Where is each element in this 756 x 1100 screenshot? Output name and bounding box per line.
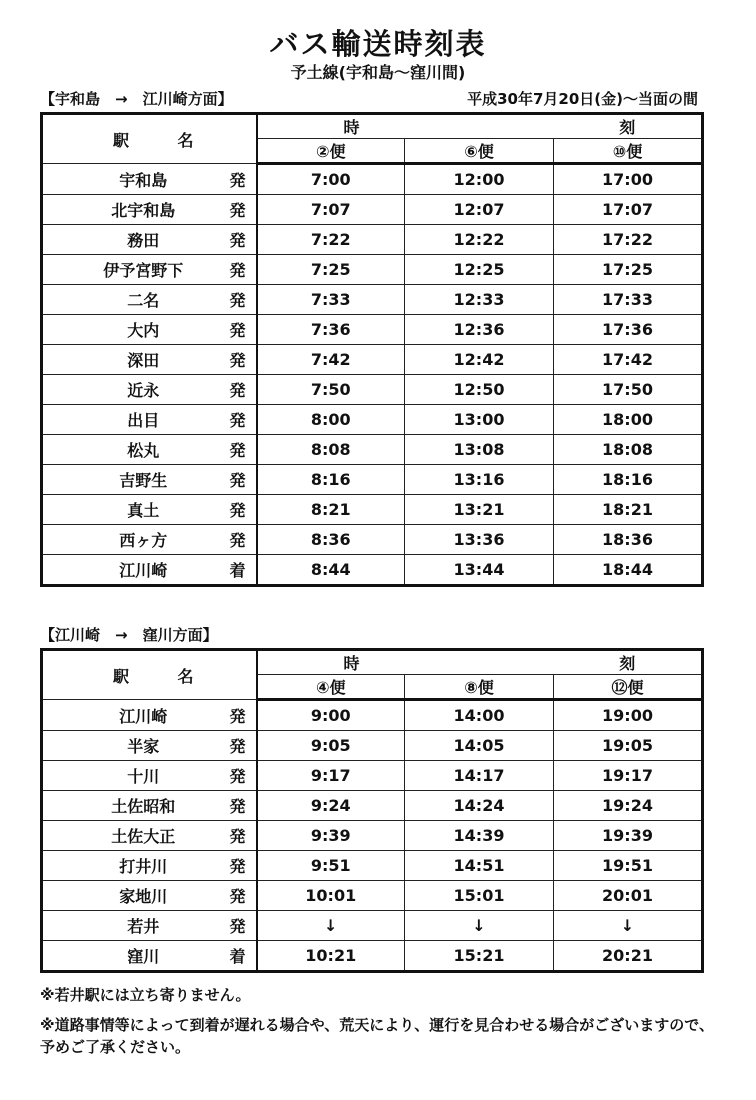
time-cell: 9:00 <box>257 700 405 731</box>
station-name: 真土 <box>127 501 160 520</box>
time-cell: 10:21 <box>257 941 405 972</box>
service-header: ⑫便 <box>554 675 703 700</box>
table-row <box>42 225 703 255</box>
time-cell: 8:08 <box>257 435 405 465</box>
time-cell: 13:00 <box>405 405 554 435</box>
table-row <box>42 315 703 345</box>
station-name: 打井川 <box>119 857 168 876</box>
time-cell: 15:01 <box>405 881 554 911</box>
time-cell: 14:24 <box>405 791 554 821</box>
time-cell: 18:36 <box>554 525 703 555</box>
station-cell <box>42 911 257 941</box>
arrival-departure-marker: 発 <box>229 471 246 490</box>
time-cell: 12:42 <box>405 345 554 375</box>
time-cell: 9:17 <box>257 761 405 791</box>
time-cell: 17:33 <box>554 285 703 315</box>
time-cell: 7:50 <box>257 375 405 405</box>
arrival-departure-marker: 発 <box>229 706 246 726</box>
table-row <box>42 495 703 525</box>
time-cell: 13:21 <box>405 495 554 525</box>
arrival-departure-marker: 発 <box>229 737 246 756</box>
time-cell: 19:51 <box>554 851 703 881</box>
station-name: 北宇和島 <box>111 201 176 220</box>
station-name: 深田 <box>127 351 160 370</box>
table-row <box>42 525 703 555</box>
time-cell: 18:16 <box>554 465 703 495</box>
time-cell: 13:08 <box>405 435 554 465</box>
station-cell <box>42 700 257 731</box>
station-header-char-1: 駅 <box>113 666 130 686</box>
time-cell: 19:00 <box>554 700 703 731</box>
table-row <box>42 851 703 881</box>
station-name: 大内 <box>127 321 160 340</box>
service-header: ⑧便 <box>405 675 554 700</box>
arrival-departure-marker: 発 <box>229 291 246 310</box>
time-cell: 7:36 <box>257 315 405 345</box>
time-cell: 17:00 <box>554 164 703 195</box>
time-header-char-1: 時 <box>257 114 405 139</box>
station-cell <box>42 731 257 761</box>
station-cell <box>42 525 257 555</box>
station-name: 伊予宮野下 <box>103 261 184 280</box>
table-row <box>42 164 703 195</box>
arrival-departure-marker: 着 <box>229 947 246 966</box>
time-cell: 12:25 <box>405 255 554 285</box>
arrival-departure-marker: 発 <box>229 231 246 250</box>
station-name: 半家 <box>127 737 160 756</box>
time-cell: 7:22 <box>257 225 405 255</box>
station-name: 松丸 <box>127 441 160 460</box>
station-cell <box>42 164 257 195</box>
time-cell: 9:51 <box>257 851 405 881</box>
section2-label: 【江川崎 → 窪川方面】 <box>40 626 218 644</box>
time-cell: 12:50 <box>405 375 554 405</box>
table-row <box>42 255 703 285</box>
station-name: 西ヶ方 <box>119 531 168 550</box>
time-cell: 18:21 <box>554 495 703 525</box>
time-cell: ↓ <box>257 911 405 941</box>
note-1: ※若井駅には立ち寄りません。 <box>40 986 251 1004</box>
station-cell <box>42 555 257 586</box>
time-cell: 7:25 <box>257 255 405 285</box>
time-cell: 8:16 <box>257 465 405 495</box>
timetable-section1 <box>40 112 704 587</box>
page-subtitle: 予土線(宇和島～窪川間) <box>290 63 466 82</box>
time-cell: 18:08 <box>554 435 703 465</box>
table-row <box>42 195 703 225</box>
time-cell: 8:44 <box>257 555 405 586</box>
time-cell: 19:39 <box>554 821 703 851</box>
station-cell <box>42 255 257 285</box>
time-cell: 8:21 <box>257 495 405 525</box>
time-cell: 17:25 <box>554 255 703 285</box>
station-cell <box>42 315 257 345</box>
time-header-char-2: 刻 <box>554 114 703 139</box>
time-cell: ↓ <box>405 911 554 941</box>
station-cell <box>42 435 257 465</box>
time-cell: 19:17 <box>554 761 703 791</box>
station-name: 吉野生 <box>119 471 168 490</box>
arrival-departure-marker: 発 <box>229 201 246 220</box>
time-cell: 17:50 <box>554 375 703 405</box>
table-row <box>42 821 703 851</box>
arrival-departure-marker: 発 <box>229 917 246 936</box>
station-name: 十川 <box>127 767 160 786</box>
station-cell <box>42 465 257 495</box>
station-name: 土佐昭和 <box>111 797 176 816</box>
arrival-departure-marker: 発 <box>229 857 246 876</box>
service-header: ④便 <box>257 675 405 700</box>
arrival-departure-marker: 発 <box>229 261 246 280</box>
table-row <box>42 941 703 972</box>
station-name: 江川崎 <box>119 561 168 580</box>
table-row <box>42 731 703 761</box>
station-name: 若井 <box>127 917 160 936</box>
service-header: ②便 <box>257 139 405 164</box>
service-header: ⑩便 <box>554 139 703 164</box>
station-cell <box>42 851 257 881</box>
station-cell <box>42 345 257 375</box>
time-cell: 17:22 <box>554 225 703 255</box>
station-name: 江川崎 <box>119 706 168 726</box>
station-cell <box>42 195 257 225</box>
station-cell <box>42 375 257 405</box>
station-cell <box>42 225 257 255</box>
station-cell <box>42 881 257 911</box>
table-row <box>42 465 703 495</box>
arrival-departure-marker: 発 <box>229 321 246 340</box>
station-name: 窪川 <box>127 947 160 966</box>
station-name: 家地川 <box>119 887 168 906</box>
table-row <box>42 791 703 821</box>
table-row <box>42 881 703 911</box>
station-name: 近永 <box>127 381 160 400</box>
arrival-departure-marker: 発 <box>229 827 246 846</box>
time-cell: 9:24 <box>257 791 405 821</box>
station-name: 二名 <box>127 291 160 310</box>
section1-label: 【宇和島 → 江川崎方面】 <box>40 90 233 108</box>
time-cell: 12:36 <box>405 315 554 345</box>
time-cell: 15:21 <box>405 941 554 972</box>
time-cell: 18:00 <box>554 405 703 435</box>
timetable-section2 <box>40 648 704 973</box>
time-cell: 12:33 <box>405 285 554 315</box>
arrival-departure-marker: 発 <box>229 441 246 460</box>
time-cell: 17:07 <box>554 195 703 225</box>
arrival-departure-marker: 発 <box>229 887 246 906</box>
notes <box>40 984 720 1058</box>
table-row <box>42 285 703 315</box>
page-title: バス輸送時刻表 <box>269 27 487 61</box>
note-2: ※道路事情等によって到着が遅れる場合や、荒天により、運行を見合わせる場合がございますので、予めご了承ください。 <box>40 1016 714 1056</box>
station-cell <box>42 405 257 435</box>
time-cell: 13:16 <box>405 465 554 495</box>
time-cell: 7:00 <box>257 164 405 195</box>
station-name: 出目 <box>127 411 160 430</box>
station-cell <box>42 285 257 315</box>
time-cell: 18:44 <box>554 555 703 586</box>
time-cell: 9:05 <box>257 731 405 761</box>
table-row <box>42 435 703 465</box>
time-header-char-1: 時 <box>257 650 405 675</box>
station-header-char-2: 名 <box>177 666 194 686</box>
time-cell: 7:33 <box>257 285 405 315</box>
service-header: ⑥便 <box>405 139 554 164</box>
effective-date: 平成30年7月20日(金)～当面の間 <box>467 90 698 108</box>
station-header-char-1: 駅 <box>113 130 130 150</box>
time-cell: 7:07 <box>257 195 405 225</box>
time-cell: 19:24 <box>554 791 703 821</box>
time-cell: 20:01 <box>554 881 703 911</box>
arrival-departure-marker: 発 <box>229 767 246 786</box>
arrival-departure-marker: 発 <box>229 381 246 400</box>
station-header-char-2: 名 <box>177 130 194 150</box>
time-cell: 13:44 <box>405 555 554 586</box>
time-cell: 8:36 <box>257 525 405 555</box>
time-cell: 17:42 <box>554 345 703 375</box>
time-cell: 12:00 <box>405 164 554 195</box>
station-name: 宇和島 <box>119 170 168 190</box>
time-cell: ↓ <box>554 911 703 941</box>
time-cell: 19:05 <box>554 731 703 761</box>
time-cell: 12:22 <box>405 225 554 255</box>
time-cell: 13:36 <box>405 525 554 555</box>
station-cell <box>42 821 257 851</box>
arrival-departure-marker: 発 <box>229 170 246 190</box>
arrival-departure-marker: 着 <box>229 561 246 580</box>
time-cell: 14:51 <box>405 851 554 881</box>
table-row <box>42 761 703 791</box>
arrival-departure-marker: 発 <box>229 531 246 550</box>
station-cell <box>42 941 257 972</box>
table-row <box>42 555 703 586</box>
time-header-spacer <box>405 650 554 675</box>
station-cell <box>42 791 257 821</box>
time-header-char-2: 刻 <box>554 650 703 675</box>
table-row <box>42 405 703 435</box>
arrival-departure-marker: 発 <box>229 351 246 370</box>
station-cell <box>42 761 257 791</box>
arrival-departure-marker: 発 <box>229 411 246 430</box>
time-cell: 14:00 <box>405 700 554 731</box>
table-row <box>42 345 703 375</box>
time-header-spacer <box>405 114 554 139</box>
time-cell: 17:36 <box>554 315 703 345</box>
arrival-departure-marker: 発 <box>229 501 246 520</box>
time-cell: 10:01 <box>257 881 405 911</box>
time-cell: 9:39 <box>257 821 405 851</box>
time-cell: 20:21 <box>554 941 703 972</box>
time-cell: 8:00 <box>257 405 405 435</box>
time-cell: 14:17 <box>405 761 554 791</box>
table-row <box>42 700 703 731</box>
time-cell: 12:07 <box>405 195 554 225</box>
time-cell: 14:39 <box>405 821 554 851</box>
station-cell <box>42 495 257 525</box>
station-name: 務田 <box>127 231 160 250</box>
station-header <box>42 114 257 164</box>
time-cell: 14:05 <box>405 731 554 761</box>
station-header <box>42 650 257 700</box>
arrival-departure-marker: 発 <box>229 797 246 816</box>
time-cell: 7:42 <box>257 345 405 375</box>
table-row <box>42 375 703 405</box>
table-row <box>42 911 703 941</box>
station-name: 土佐大正 <box>111 827 176 846</box>
